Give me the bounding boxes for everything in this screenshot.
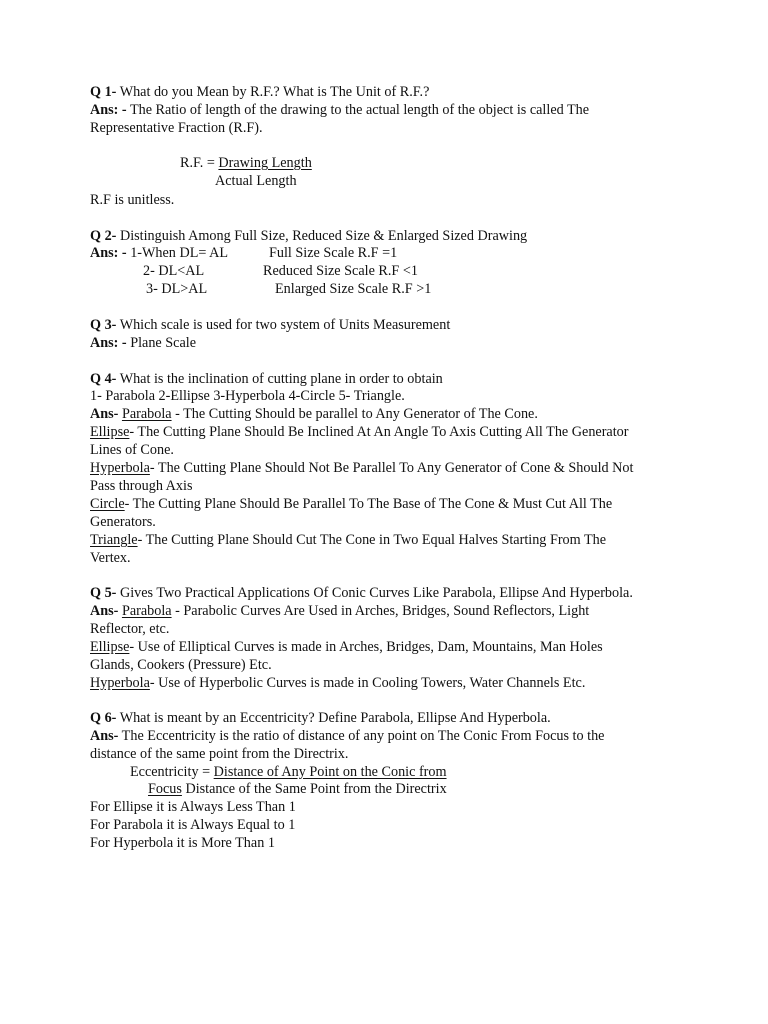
q4-hyperbola-text-1: - The Cutting Plane Should Not Be Parallel To Any Generator of Cone & Should Not bbox=[149, 460, 634, 476]
q6-answer-line-2: distance of the same point from the Directrix. bbox=[90, 746, 349, 762]
q2-condition-3: 3- DL>AL bbox=[146, 281, 208, 297]
q6-ellipse-line: For Ellipse it is Always Less Than 1 bbox=[90, 799, 296, 815]
q5-label: Q 5- bbox=[90, 585, 117, 601]
eccentricity-focus-term: Focus bbox=[148, 781, 182, 797]
q5-parabola-text-2: Reflector, etc. bbox=[90, 621, 170, 637]
q5-ans-label: Ans- bbox=[90, 603, 119, 619]
q3-question: Which scale is used for two system of Units Measurement bbox=[116, 317, 451, 333]
q4-label: Q 4- bbox=[90, 371, 117, 387]
q4-answer-triangle bbox=[90, 532, 606, 550]
q2-scale-1: Full Size Scale R.F =1 bbox=[269, 245, 398, 261]
eccentricity-formula bbox=[130, 764, 447, 782]
q4-circle-text-1: - The Cutting Plane Should Be Parallel To The Base of The Cone & Must Cut All The bbox=[124, 496, 613, 512]
rf-formula-numerator: Drawing Length bbox=[218, 155, 312, 171]
q6-parabola-line: For Parabola it is Always Equal to 1 bbox=[90, 817, 296, 833]
q1-answer-line-2: Representative Fraction (R.F). bbox=[90, 120, 263, 136]
q1-answer-text: The Ratio of length of the drawing to the actual length of the object is called The bbox=[126, 102, 590, 118]
q4-question: What is the inclination of cutting plane in order to obtain bbox=[116, 371, 443, 387]
eccentricity-denominator-text: Distance of the Same Point from the Directrix bbox=[181, 781, 447, 797]
q5-answer-ellipse bbox=[90, 639, 603, 657]
q4-triangle-text-2: Vertex. bbox=[90, 550, 131, 566]
q4-answer-hyperbola bbox=[90, 460, 633, 478]
q2-question-line bbox=[90, 228, 527, 246]
q4-parabola-text: - The Cutting Should be parallel to Any Generator of The Cone. bbox=[171, 406, 538, 422]
q4-ans-label: Ans- bbox=[90, 406, 119, 422]
q1-label: Q 1- bbox=[90, 84, 117, 100]
q4-circle-text-2: Generators. bbox=[90, 514, 156, 530]
q6-question-line bbox=[90, 710, 551, 728]
q4-answer-ellipse bbox=[90, 424, 629, 442]
q1-question: What do you Mean by R.F.? What is The Unit of R.F.? bbox=[116, 84, 430, 100]
q4-answer-circle bbox=[90, 496, 612, 514]
q5-parabola-text-1: - Parabolic Curves Are Used in Arches, Bridges, Sound Reflectors, Light bbox=[171, 603, 590, 619]
q6-label: Q 6- bbox=[90, 710, 117, 726]
q4-triangle-text-1: - The Cutting Plane Should Cut The Cone in Two Equal Halves Starting From The bbox=[137, 532, 607, 548]
q4-hyperbola-text-2: Pass through Axis bbox=[90, 478, 193, 494]
q2-label: Q 2- bbox=[90, 228, 117, 244]
rf-formula-lhs: R.F. = bbox=[180, 155, 219, 171]
q1-ans-label: Ans: - bbox=[90, 102, 127, 118]
q4-ellipse-text-2: Lines of Cone. bbox=[90, 442, 174, 458]
q6-hyperbola-line: For Hyperbola it is More Than 1 bbox=[90, 835, 275, 851]
q2-condition-1: 1-When DL= AL bbox=[126, 245, 229, 261]
q4-answer-parabola bbox=[90, 406, 538, 424]
q3-answer-line bbox=[90, 335, 196, 353]
q1-question-line bbox=[90, 84, 429, 102]
q5-hyperbola-term: Hyperbola bbox=[90, 675, 150, 691]
eccentricity-formula-lhs: Eccentricity = bbox=[130, 764, 214, 780]
q4-hyperbola-term: Hyperbola bbox=[90, 460, 150, 476]
q3-label: Q 3- bbox=[90, 317, 117, 333]
q6-ans-label: Ans- bbox=[90, 728, 119, 744]
q5-ellipse-term: Ellipse bbox=[90, 639, 130, 655]
q2-answer-row-1 bbox=[90, 245, 228, 263]
rf-formula-denominator: Actual Length bbox=[215, 173, 297, 189]
q1-answer-line-1 bbox=[90, 102, 589, 120]
q4-ellipse-text-1: - The Cutting Plane Should Be Inclined At An Angle To Axis Cutting All The Generator bbox=[129, 424, 629, 440]
q6-answer-line-1 bbox=[90, 728, 604, 746]
q6-answer-text: The Eccentricity is the ratio of distance of any point on The Conic From Focus to the bbox=[118, 728, 605, 744]
q4-shape-list: 1- Parabola 2-Ellipse 3-Hyperbola 4-Circle 5- Triangle. bbox=[90, 388, 405, 404]
q6-question: What is meant by an Eccentricity? Define Parabola, Ellipse And Hyperbola. bbox=[116, 710, 551, 726]
q2-condition-2: 2- DL<AL bbox=[143, 263, 205, 279]
q5-ellipse-text-1: - Use of Elliptical Curves is made in Arches, Bridges, Dam, Mountains, Man Holes bbox=[129, 639, 603, 655]
q5-ellipse-text-2: Glands, Cookers (Pressure) Etc. bbox=[90, 657, 272, 673]
q4-triangle-term: Triangle bbox=[90, 532, 138, 548]
q5-question: Gives Two Practical Applications Of Conic Curves Like Parabola, Ellipse And Hyperbola. bbox=[116, 585, 633, 601]
q3-ans-label: Ans: - bbox=[90, 335, 127, 351]
q4-ellipse-term: Ellipse bbox=[90, 424, 130, 440]
q2-scale-2: Reduced Size Scale R.F <1 bbox=[263, 263, 418, 279]
q5-parabola-term: Parabola bbox=[121, 603, 172, 619]
q4-question-line bbox=[90, 371, 443, 389]
rf-formula bbox=[180, 155, 312, 173]
q2-ans-label: Ans: - bbox=[90, 245, 127, 261]
q3-answer: Plane Scale bbox=[126, 335, 196, 351]
q5-hyperbola-text: - Use of Hyperbolic Curves is made in Cooling Towers, Water Channels Etc. bbox=[149, 675, 586, 691]
q3-question-line bbox=[90, 317, 450, 335]
q5-question-line bbox=[90, 585, 633, 603]
q2-scale-3: Enlarged Size Scale R.F >1 bbox=[275, 281, 432, 297]
q4-parabola-term: Parabola bbox=[121, 406, 172, 422]
q2-question: Distinguish Among Full Size, Reduced Size & Enlarged Sized Drawing bbox=[116, 228, 528, 244]
q4-circle-term: Circle bbox=[90, 496, 125, 512]
eccentricity-formula-numerator: Distance of Any Point on the Conic from bbox=[213, 764, 447, 780]
q5-answer-hyperbola bbox=[90, 675, 585, 693]
rf-unitless-note: R.F is unitless. bbox=[90, 192, 175, 208]
q5-answer-parabola bbox=[90, 603, 589, 621]
eccentricity-formula-denominator bbox=[148, 781, 447, 799]
